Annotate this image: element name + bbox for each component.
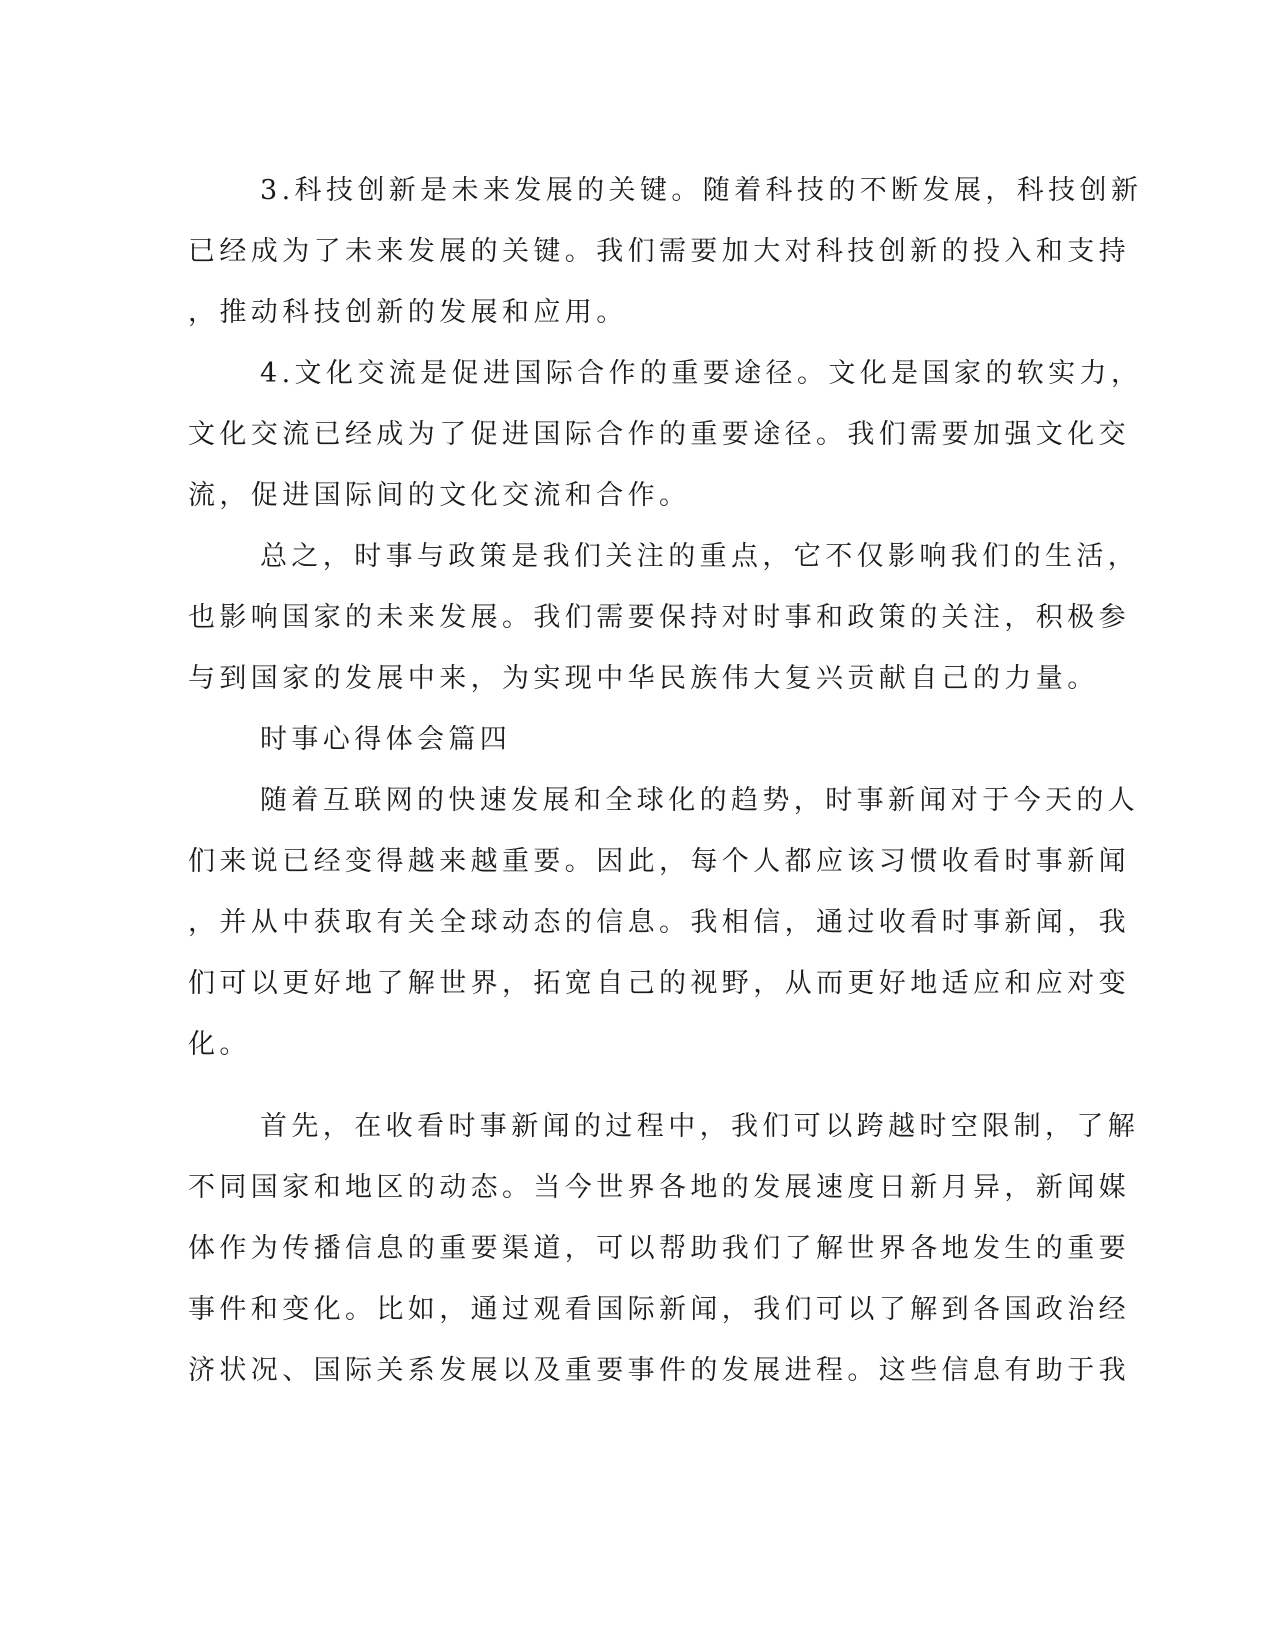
text-line: 3.科技创新是未来发展的关键。随着科技的不断发展，科技创新 <box>260 175 1143 206</box>
paragraph-cultural-exchange <box>188 343 1143 526</box>
text-line: 首先，在收看时事新闻的过程中，我们可以跨越时空限制，了解 <box>260 1111 1140 1142</box>
text-line: 济状况、国际关系发展以及重要事件的发展进程。这些信息有助于我 <box>188 1355 1130 1386</box>
paragraph-intro <box>188 770 1140 1075</box>
text-line: 不同国家和地区的动态。当今世界各地的发展速度日新月异，新闻媒 <box>188 1172 1130 1203</box>
paragraph-spacer <box>188 1075 1080 1096</box>
text-line: 事件和变化。比如，通过观看国际新闻，我们可以了解到各国政治经 <box>188 1294 1130 1325</box>
text-line: 也影响国家的未来发展。我们需要保持对时事和政策的关注，积极参 <box>188 602 1130 633</box>
text-line: 体作为传播信息的重要渠道，可以帮助我们了解世界各地发生的重要 <box>188 1233 1130 1264</box>
text-line: 与到国家的发展中来，为实现中华民族伟大复兴贡献自己的力量。 <box>188 663 1099 694</box>
text-line: 们来说已经变得越来越重要。因此，每个人都应该习惯收看时事新闻 <box>188 846 1130 877</box>
text-line: 总之，时事与政策是我们关注的重点，它不仅影响我们的生活， <box>260 541 1140 572</box>
document-body <box>188 160 1143 1401</box>
text-line: ，推动科技创新的发展和应用。 <box>188 297 628 328</box>
paragraph-first <box>188 1096 1140 1401</box>
text-line: 流，促进国际间的文化交流和合作。 <box>188 480 691 511</box>
paragraph-tech-innovation <box>188 160 1143 343</box>
text-line: 们可以更好地了解世界，拓宽自己的视野，从而更好地适应和应对变 <box>188 968 1130 999</box>
text-line: 已经成为了未来发展的关键。我们需要加大对科技创新的投入和支持 <box>188 236 1130 267</box>
section-heading <box>188 709 1080 770</box>
section-heading-text: 时事心得体会篇四 <box>260 724 512 755</box>
text-line: 文化交流已经成为了促进国际合作的重要途径。我们需要加强文化交 <box>188 419 1130 450</box>
text-line: ，并从中获取有关全球动态的信息。我相信，通过收看时事新闻，我 <box>188 907 1130 938</box>
paragraph-summary <box>188 526 1140 709</box>
text-line: 化。 <box>188 1029 251 1060</box>
text-line: 4.文化交流是促进国际合作的重要途径。文化是国家的软实力， <box>260 358 1143 389</box>
text-line: 随着互联网的快速发展和全球化的趋势，时事新闻对于今天的人 <box>260 785 1140 816</box>
